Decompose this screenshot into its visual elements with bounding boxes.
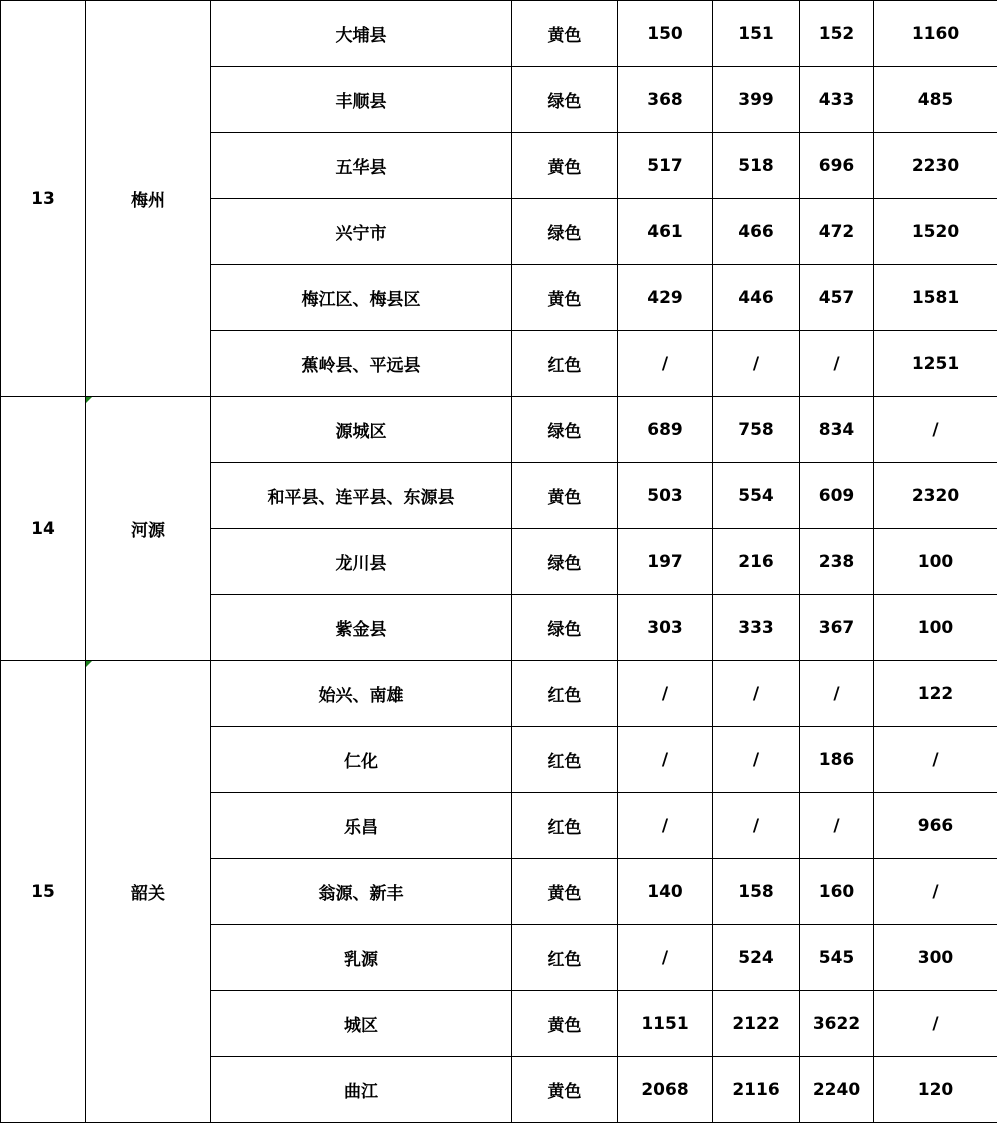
value-1-cell: 140 — [618, 859, 713, 925]
area-cell: 乳源 — [211, 925, 512, 991]
value-3-cell: 367 — [800, 595, 874, 661]
value-2-cell: / — [713, 727, 800, 793]
cell-comment-marker — [86, 397, 92, 403]
value-2-cell: / — [713, 661, 800, 727]
value-4-cell: 485 — [874, 67, 997, 133]
color-level-cell: 绿色 — [512, 529, 618, 595]
color-level-cell: 黄色 — [512, 1057, 618, 1123]
color-level-cell: 黄色 — [512, 265, 618, 331]
value-2-cell: 399 — [713, 67, 800, 133]
color-level-cell: 红色 — [512, 925, 618, 991]
city-label: 梅州 — [131, 191, 165, 211]
value-3-cell: 696 — [800, 133, 874, 199]
color-level-cell: 红色 — [512, 661, 618, 727]
value-1-cell: 503 — [618, 463, 713, 529]
value-2-cell: 554 — [713, 463, 800, 529]
value-4-cell: 1520 — [874, 199, 997, 265]
value-1-cell: 150 — [618, 1, 713, 67]
value-3-cell: 152 — [800, 1, 874, 67]
value-4-cell: 100 — [874, 595, 997, 661]
value-1-cell: / — [618, 793, 713, 859]
value-4-cell: 122 — [874, 661, 997, 727]
area-cell: 城区 — [211, 991, 512, 1057]
value-2-cell: / — [713, 793, 800, 859]
area-cell: 五华县 — [211, 133, 512, 199]
value-3-cell: 472 — [800, 199, 874, 265]
value-2-cell: 216 — [713, 529, 800, 595]
value-2-cell: 446 — [713, 265, 800, 331]
value-1-cell: 429 — [618, 265, 713, 331]
cell-comment-marker — [86, 661, 92, 667]
color-level-cell: 黄色 — [512, 463, 618, 529]
value-4-cell: / — [874, 859, 997, 925]
value-3-cell: 3622 — [800, 991, 874, 1057]
city-label: 河源 — [131, 521, 165, 541]
value-4-cell: / — [874, 991, 997, 1057]
table-row — [1, 661, 997, 727]
table-row — [1, 1, 997, 67]
color-level-cell: 红色 — [512, 793, 618, 859]
color-level-cell: 红色 — [512, 331, 618, 397]
city-cell — [86, 397, 211, 661]
value-3-cell: 457 — [800, 265, 874, 331]
value-4-cell: 300 — [874, 925, 997, 991]
area-cell: 兴宁市 — [211, 199, 512, 265]
color-level-cell: 红色 — [512, 727, 618, 793]
value-3-cell: 238 — [800, 529, 874, 595]
value-4-cell: 120 — [874, 1057, 997, 1123]
value-1-cell: 689 — [618, 397, 713, 463]
value-1-cell: / — [618, 925, 713, 991]
area-cell: 乐昌 — [211, 793, 512, 859]
value-3-cell: / — [800, 661, 874, 727]
value-2-cell: 758 — [713, 397, 800, 463]
value-2-cell: / — [713, 331, 800, 397]
area-cell: 大埔县 — [211, 1, 512, 67]
area-cell: 紫金县 — [211, 595, 512, 661]
value-3-cell: 160 — [800, 859, 874, 925]
value-1-cell: / — [618, 727, 713, 793]
value-4-cell: 1160 — [874, 1, 997, 67]
color-level-cell: 黄色 — [512, 859, 618, 925]
value-1-cell: / — [618, 331, 713, 397]
value-4-cell: / — [874, 727, 997, 793]
value-4-cell: / — [874, 397, 997, 463]
value-2-cell: 158 — [713, 859, 800, 925]
value-3-cell: 545 — [800, 925, 874, 991]
area-cell: 曲江 — [211, 1057, 512, 1123]
value-2-cell: 2116 — [713, 1057, 800, 1123]
value-4-cell: 1581 — [874, 265, 997, 331]
value-2-cell: 466 — [713, 199, 800, 265]
color-level-cell: 绿色 — [512, 199, 618, 265]
color-level-cell: 黄色 — [512, 1, 618, 67]
value-1-cell: 1151 — [618, 991, 713, 1057]
value-1-cell: / — [618, 661, 713, 727]
value-1-cell: 368 — [618, 67, 713, 133]
value-3-cell: 2240 — [800, 1057, 874, 1123]
value-2-cell: 524 — [713, 925, 800, 991]
area-cell: 仁化 — [211, 727, 512, 793]
group-number-cell: 15 — [1, 661, 86, 1123]
color-level-cell: 黄色 — [512, 133, 618, 199]
area-cell: 龙川县 — [211, 529, 512, 595]
value-3-cell: / — [800, 331, 874, 397]
value-2-cell: 2122 — [713, 991, 800, 1057]
group-number-cell: 13 — [1, 1, 86, 397]
area-cell: 蕉岭县、平远县 — [211, 331, 512, 397]
value-1-cell: 461 — [618, 199, 713, 265]
color-level-cell: 绿色 — [512, 397, 618, 463]
area-cell: 翁源、新丰 — [211, 859, 512, 925]
value-3-cell: 609 — [800, 463, 874, 529]
color-level-cell: 黄色 — [512, 991, 618, 1057]
value-4-cell: 2230 — [874, 133, 997, 199]
value-3-cell: 186 — [800, 727, 874, 793]
area-cell: 丰顺县 — [211, 67, 512, 133]
area-cell: 梅江区、梅县区 — [211, 265, 512, 331]
area-cell: 和平县、连平县、东源县 — [211, 463, 512, 529]
value-4-cell: 966 — [874, 793, 997, 859]
value-1-cell: 303 — [618, 595, 713, 661]
table-row — [1, 397, 997, 463]
value-1-cell: 197 — [618, 529, 713, 595]
area-cell: 源城区 — [211, 397, 512, 463]
color-level-cell: 绿色 — [512, 67, 618, 133]
value-2-cell: 151 — [713, 1, 800, 67]
value-1-cell: 517 — [618, 133, 713, 199]
city-label: 韶关 — [131, 884, 165, 904]
value-2-cell: 518 — [713, 133, 800, 199]
value-1-cell: 2068 — [618, 1057, 713, 1123]
value-3-cell: / — [800, 793, 874, 859]
city-cell — [86, 661, 211, 1123]
value-4-cell: 100 — [874, 529, 997, 595]
area-cell: 始兴、南雄 — [211, 661, 512, 727]
value-3-cell: 834 — [800, 397, 874, 463]
color-level-cell: 绿色 — [512, 595, 618, 661]
value-4-cell: 1251 — [874, 331, 997, 397]
value-2-cell: 333 — [713, 595, 800, 661]
value-4-cell: 2320 — [874, 463, 997, 529]
group-number-cell: 14 — [1, 397, 86, 661]
value-3-cell: 433 — [800, 67, 874, 133]
city-cell — [86, 1, 211, 397]
